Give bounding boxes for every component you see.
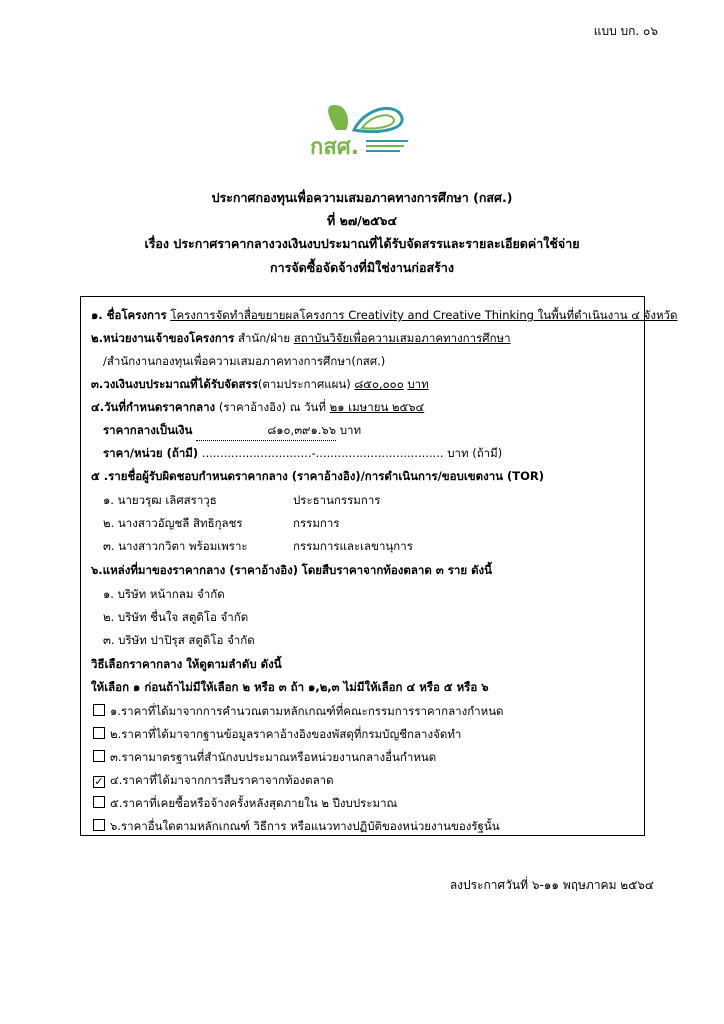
method-title: วิธีเลือกราคากลาง ให้ดูตามลำดับ ดังนี้ xyxy=(91,657,282,671)
option-1-text: ๑.ราคาที่ได้มาจากการคำนวณตามหลักเกณฑ์ที่คณะกรรมการราคากลางกำหนด xyxy=(110,704,504,718)
source-item: ๒. บริษัท ชื่นใจ สตูดิโอ จำกัด xyxy=(103,610,249,624)
unit-price-suffix: บาท (ถ้ามี) xyxy=(447,446,503,460)
option-4-text: ๔.ราคาที่ได้มาจากการสืบราคาจากท้องตลาด xyxy=(110,773,334,787)
option-5-text: ๕.ราคาที่เคยซื้อหรือจ้างครั้งหลังสุดภายใน ๒ ปีงบประมาณ xyxy=(110,796,398,810)
committee-row xyxy=(103,515,503,533)
item-3-note: (ตามประกาศแผน) xyxy=(257,377,351,391)
committee-row xyxy=(103,538,503,556)
item-1 xyxy=(91,307,677,325)
option-3[interactable] xyxy=(93,749,436,767)
item-5-label: ๕ .รายชื่อผู้รับผิดชอบกำหนดราคากลาง (ราคาอ้างอิง)/การดำเนินการ/ขอบเขตงาน (TOR) xyxy=(91,469,545,483)
option-2-text: ๒.ราคาที่ได้มาจากฐานข้อมูลราคาอ้างอิงของพัสดุที่กรมบัญชีกลางจัดทำ xyxy=(110,727,462,741)
butterfly-logo-icon xyxy=(306,100,416,158)
method-rule: ให้เลือก ๑ ก่อนถ้าไม่มีให้เลือก ๒ หรือ ๓ ถ้า ๑,๒,๓ ไม่มีให้เลือก ๔ หรือ ๕ หรือ ๖ xyxy=(91,680,489,694)
item-6-note: โดยสืบราคาจากท้องตลาด ๓ ราย ดังนี้ xyxy=(301,563,493,577)
item-3 xyxy=(91,376,429,394)
checkbox-empty-icon[interactable] xyxy=(93,704,105,716)
item-1-label: ๑. ชื่อโครงการ xyxy=(91,308,167,322)
checkbox-empty-icon[interactable] xyxy=(93,796,105,808)
committee-name: ๓. นางสาวกวิตา พร้อมเพราะ xyxy=(103,539,248,553)
item-6 xyxy=(91,562,492,580)
project-name: โครงการจัดทำสื่อขยายผลโครงการ Creativity and Creative Thinking ในพื้นที่ดำเนินงาน ๔ จังหวัด xyxy=(170,308,678,322)
checkbox-empty-icon[interactable] xyxy=(93,819,105,831)
option-5[interactable] xyxy=(93,795,397,813)
option-6-text: ๖.ราคาอื่นใดตามหลักเกณฑ์ วิธีการ หรือแนวทางปฏิบัติของหน่วยงานของรัฐนั้น xyxy=(110,819,500,833)
price-value: ๘๑๐,๓๙๑.๖๖ xyxy=(196,422,336,441)
announcement-subject-2: การจัดซื้อจัดจ้างที่มิใช่งานก่อสร้าง xyxy=(270,260,454,275)
committee-name: ๑. นายวรุฒ เลิศสราวุธ xyxy=(103,493,217,507)
committee-row xyxy=(103,492,503,510)
committee-role: กรรมการและเลขานุการ xyxy=(293,539,413,553)
announcement-subject: เรื่อง ประกาศราคากลางวงเงินงบประมาณที่ได้รับจัดสรรและรายละเอียดค่าใช้จ่าย xyxy=(144,236,580,251)
item-3-label: ๓.วงเงินงบประมาณที่ได้รับจัดสรร xyxy=(91,377,258,391)
checkbox-empty-icon[interactable] xyxy=(93,727,105,739)
committee-role: กรรมการ xyxy=(293,516,340,530)
announcement-number: ที่ ๒๗/๒๕๖๔ xyxy=(327,213,397,228)
item-2-label: ๒.หน่วยงานเจ้าของโครงการ xyxy=(91,331,235,345)
source-item: ๓. บริษัท ปาปิรุส สตูดิโอ จำกัด xyxy=(103,633,255,647)
logo-text: กสศ. xyxy=(310,135,360,158)
checkbox-checked-icon[interactable]: ✓ xyxy=(94,775,104,788)
option-3-text: ๓.ราคามาตรฐานที่สำนักงบประมาณหรือหน่วยงานกลางอื่นกำหนด xyxy=(110,750,437,764)
item-2 xyxy=(91,330,511,348)
option-6[interactable] xyxy=(93,818,500,836)
item-4 xyxy=(91,399,424,417)
source-item: ๑. บริษัท หน้ากลม จำกัด xyxy=(103,587,225,601)
item-4-label: ๔.วันที่กำหนดราคากลาง xyxy=(91,400,216,414)
item-4-note: (ราคาอ้างอิง) ณ วันที่ xyxy=(218,400,326,414)
form-code: แบบ บก. ๐๖ xyxy=(593,24,658,38)
agency-name: สถาบันวิจัยเพื่อความเสมอภาคทางการศึกษา xyxy=(293,331,511,345)
announcement-title: ประกาศกองทุนเพื่อความเสมอภาคทางการศึกษา (กสศ.) xyxy=(211,190,513,205)
budget-unit: บาท xyxy=(407,377,429,391)
committee-role: ประธานกรรมการ xyxy=(293,493,381,507)
item-4-unit xyxy=(103,445,502,463)
item-2-line-2: /สำนักงานกองทุนเพื่อความเสมอภาคทางการศึกษา(กสศ.) xyxy=(103,354,386,368)
item-2-pre: สำนัก/ฝ่าย xyxy=(237,331,291,345)
item-6-label: ๖.แหล่งที่มาของราคากลาง (ราคาอ้างอิง) xyxy=(91,563,298,577)
option-4[interactable] xyxy=(93,772,334,790)
option-1[interactable] xyxy=(93,703,504,721)
price-unit: บาท xyxy=(339,423,362,437)
item-4-price xyxy=(103,422,361,441)
unit-price-label: ราคา/หน่วย (ถ้ามี) xyxy=(103,446,199,460)
checkbox-empty-icon[interactable] xyxy=(93,750,105,762)
price-date: ๒๑ เมษายน ๒๕๖๔ xyxy=(329,400,425,414)
committee-name: ๒. นางสาวอัญชลี สิทธิกุลชร xyxy=(103,516,243,530)
announcement-date: ลงประกาศวันที่ ๖-๑๑ พฤษภาคม ๒๕๖๔ xyxy=(449,878,654,892)
gsf-logo xyxy=(306,100,416,158)
budget-value: ๘๕๐,๐๐๐ xyxy=(354,377,404,391)
price-label: ราคากลางเป็นเงิน xyxy=(103,423,193,437)
unit-price-dots: ..............................-................................... xyxy=(201,446,444,460)
option-2[interactable] xyxy=(93,726,461,744)
form-box xyxy=(80,296,678,836)
